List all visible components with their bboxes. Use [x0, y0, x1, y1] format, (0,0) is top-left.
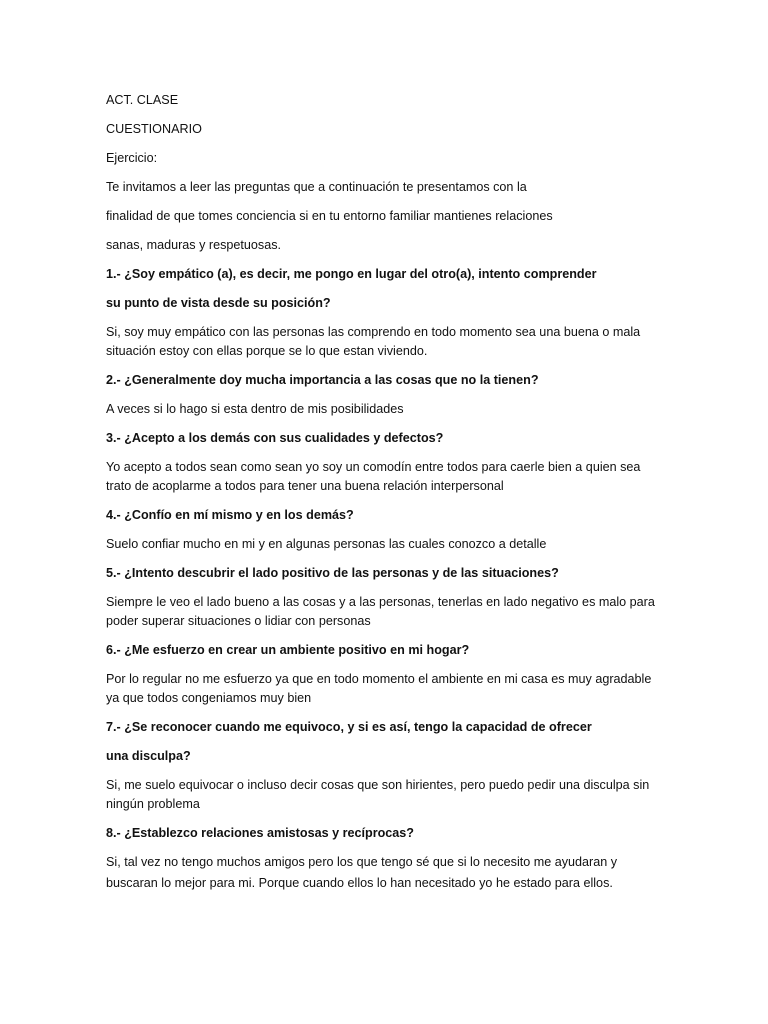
question-7-line-1: 7.- ¿Se reconocer cuando me equivoco, y si es así, tengo la capacidad de ofrecer: [106, 720, 592, 734]
answer-6-line-2: ya que todos congeniamos muy bien: [106, 691, 312, 705]
document-title: CUESTIONARIO: [106, 122, 202, 136]
intro-line-2: finalidad de que tomes conciencia si en tu entorno familiar mantienes relaciones: [106, 209, 553, 223]
answer-6-line-1: Por lo regular no me esfuerzo ya que en todo momento el ambiente en mi casa es muy agradable: [106, 672, 652, 686]
answer-1-line-1: Si, soy muy empático con las personas las comprendo en todo momento sea una buena o mala: [106, 325, 641, 339]
question-3: 3.- ¿Acepto a los demás con sus cualidades y defectos?: [106, 431, 444, 445]
question-6: 6.- ¿Me esfuerzo en crear un ambiente positivo en mi hogar?: [106, 643, 470, 657]
question-1-line-1: 1.- ¿Soy empático (a), es decir, me pongo en lugar del otro(a), intento comprender: [106, 267, 597, 281]
question-5: 5.- ¿Intento descubrir el lado positivo de las personas y de las situaciones?: [106, 566, 559, 580]
exercise-label: Ejercicio:: [106, 151, 158, 165]
answer-8-line-2: buscaran lo mejor para mi. Porque cuando ellos lo han necesitado yo he estado para ellos.: [106, 876, 613, 890]
answer-2-line-1: A veces si lo hago si esta dentro de mis posibilidades: [106, 402, 404, 416]
intro-line-1: Te invitamos a leer las preguntas que a continuación te presentamos con la: [106, 180, 527, 194]
question-7-line-2: una disculpa?: [106, 749, 191, 763]
answer-4-line-1: Suelo confiar mucho en mi y en algunas personas las cuales conozco a detalle: [106, 537, 547, 551]
answer-3-line-1: Yo acepto a todos sean como sean yo soy un comodín entre todos para caerle bien a quien sea: [106, 460, 641, 474]
answer-7-line-1: Si, me suelo equivocar o incluso decir cosas que son hirientes, pero puedo pedir una disculpa sin: [106, 778, 650, 792]
answer-5-line-1: Siempre le veo el lado bueno a las cosas y a las personas, tenerlas en lado negativo es malo para: [106, 595, 655, 609]
question-8: 8.- ¿Establezco relaciones amistosas y recíprocas?: [106, 826, 414, 840]
answer-3-line-2: trato de acoplarme a todos para tener una buena relación interpersonal: [106, 479, 504, 493]
answer-1-line-2: situación estoy con ellas porque se lo que estan viviendo.: [106, 344, 428, 358]
question-1-line-2: su punto de vista desde su posición?: [106, 296, 331, 310]
answer-7-line-2: ningún problema: [106, 797, 200, 811]
answer-8-line-1: Si, tal vez no tengo muchos amigos pero los que tengo sé que si lo necesito me ayudaran y: [106, 855, 618, 869]
intro-line-3: sanas, maduras y respetuosas.: [106, 238, 282, 252]
question-2: 2.- ¿Generalmente doy mucha importancia a las cosas que no la tienen?: [106, 373, 539, 387]
question-4: 4.- ¿Confío en mí mismo y en los demás?: [106, 508, 354, 522]
answer-5-line-2: poder superar situaciones o lidiar con personas: [106, 614, 371, 628]
activity-label: ACT. CLASE: [106, 93, 179, 107]
